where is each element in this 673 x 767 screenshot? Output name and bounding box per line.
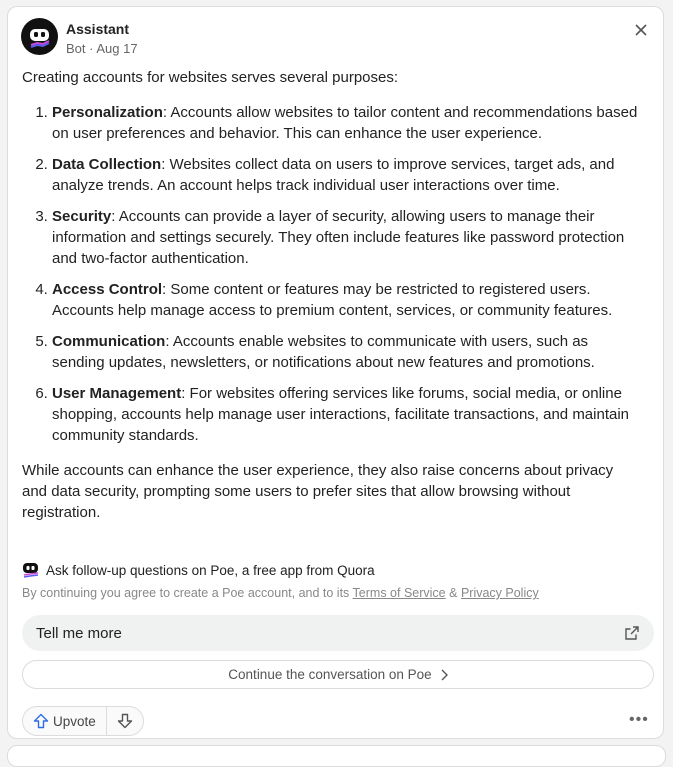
- terms-notice: [22, 586, 539, 600]
- downvote-button[interactable]: [107, 707, 143, 735]
- list-item: [52, 102, 642, 144]
- poe-logo-icon: [22, 562, 40, 578]
- robot-icon: [21, 18, 58, 55]
- author-name[interactable]: Assistant: [66, 21, 130, 37]
- upvote-label: Upvote: [53, 713, 96, 729]
- item-title: Personalization: [52, 104, 163, 121]
- more-options-button[interactable]: •••: [629, 711, 649, 728]
- item-text: : Some content or features may be restricted to registered users. Accounts help manage access to premium content, services, or community features.: [52, 281, 613, 319]
- answer-body: [22, 67, 642, 523]
- poe-promo-text: Ask follow-up questions on Poe, a free app from Quora: [46, 562, 375, 578]
- close-button[interactable]: [632, 21, 650, 39]
- poe-promo: [22, 562, 375, 578]
- bot-avatar[interactable]: [21, 18, 58, 55]
- list-item: [52, 206, 642, 269]
- item-text: : Websites collect data on users to improve services, target ads, and analyze trends. An account helps track individual user interactions over time.: [52, 156, 615, 194]
- terms-amp: &: [445, 586, 461, 600]
- terms-of-service-link[interactable]: Terms of Service: [352, 586, 446, 600]
- tell-me-more-label: Tell me more: [36, 624, 122, 642]
- privacy-policy-link[interactable]: Privacy Policy: [460, 586, 539, 600]
- chevron-right-icon: [440, 669, 448, 681]
- continue-on-poe-button[interactable]: [22, 660, 654, 689]
- continue-label: Continue the conversation on Poe: [228, 667, 432, 682]
- item-title: Security: [52, 208, 112, 225]
- intro-text: Creating accounts for websites serves several purposes:: [22, 69, 399, 86]
- upvote-button[interactable]: [23, 707, 107, 735]
- item-title: Data Collection: [52, 156, 162, 173]
- external-link-icon: [624, 625, 640, 641]
- next-card: [7, 745, 666, 767]
- list-item: [52, 154, 642, 196]
- downvote-arrow-icon: [117, 713, 133, 729]
- answer-card: [7, 6, 664, 739]
- list-item: [52, 383, 642, 446]
- vote-group: [22, 706, 144, 736]
- closing-text: While accounts can enhance the user experience, they also raise concerns about privacy and data security, prompting some users to prefer sites that allow browsing without registration.: [22, 462, 614, 521]
- purpose-list: [22, 102, 642, 446]
- list-item: [52, 279, 642, 321]
- item-text: : Accounts allow websites to tailor content and recommendations based on user preferences and behavior. This can enhance the user experience.: [52, 104, 638, 142]
- upvote-arrow-icon: [33, 713, 49, 729]
- item-title: Access Control: [52, 281, 163, 298]
- item-text: : For websites offering services like forums, social media, or online shopping, accounts help manage user interactions, facilitate transactions, and maintain community standards.: [52, 385, 630, 444]
- close-icon: [632, 21, 650, 39]
- item-title: Communication: [52, 333, 166, 350]
- item-text: : Accounts enable websites to communicate with users, such as sending updates, newsletters, or notifications about new features and promotions.: [52, 333, 595, 371]
- item-text: : Accounts can provide a layer of security, allowing users to manage their information and settings securely. They often include features like password protection and two-factor authentication.: [52, 208, 625, 267]
- item-title: User Management: [52, 385, 182, 402]
- tell-me-more-button[interactable]: [22, 615, 654, 651]
- list-item: [52, 331, 642, 373]
- post-meta: Bot · Aug 17: [66, 41, 138, 56]
- terms-prefix: By continuing you agree to create a Poe account, and to its: [22, 586, 353, 600]
